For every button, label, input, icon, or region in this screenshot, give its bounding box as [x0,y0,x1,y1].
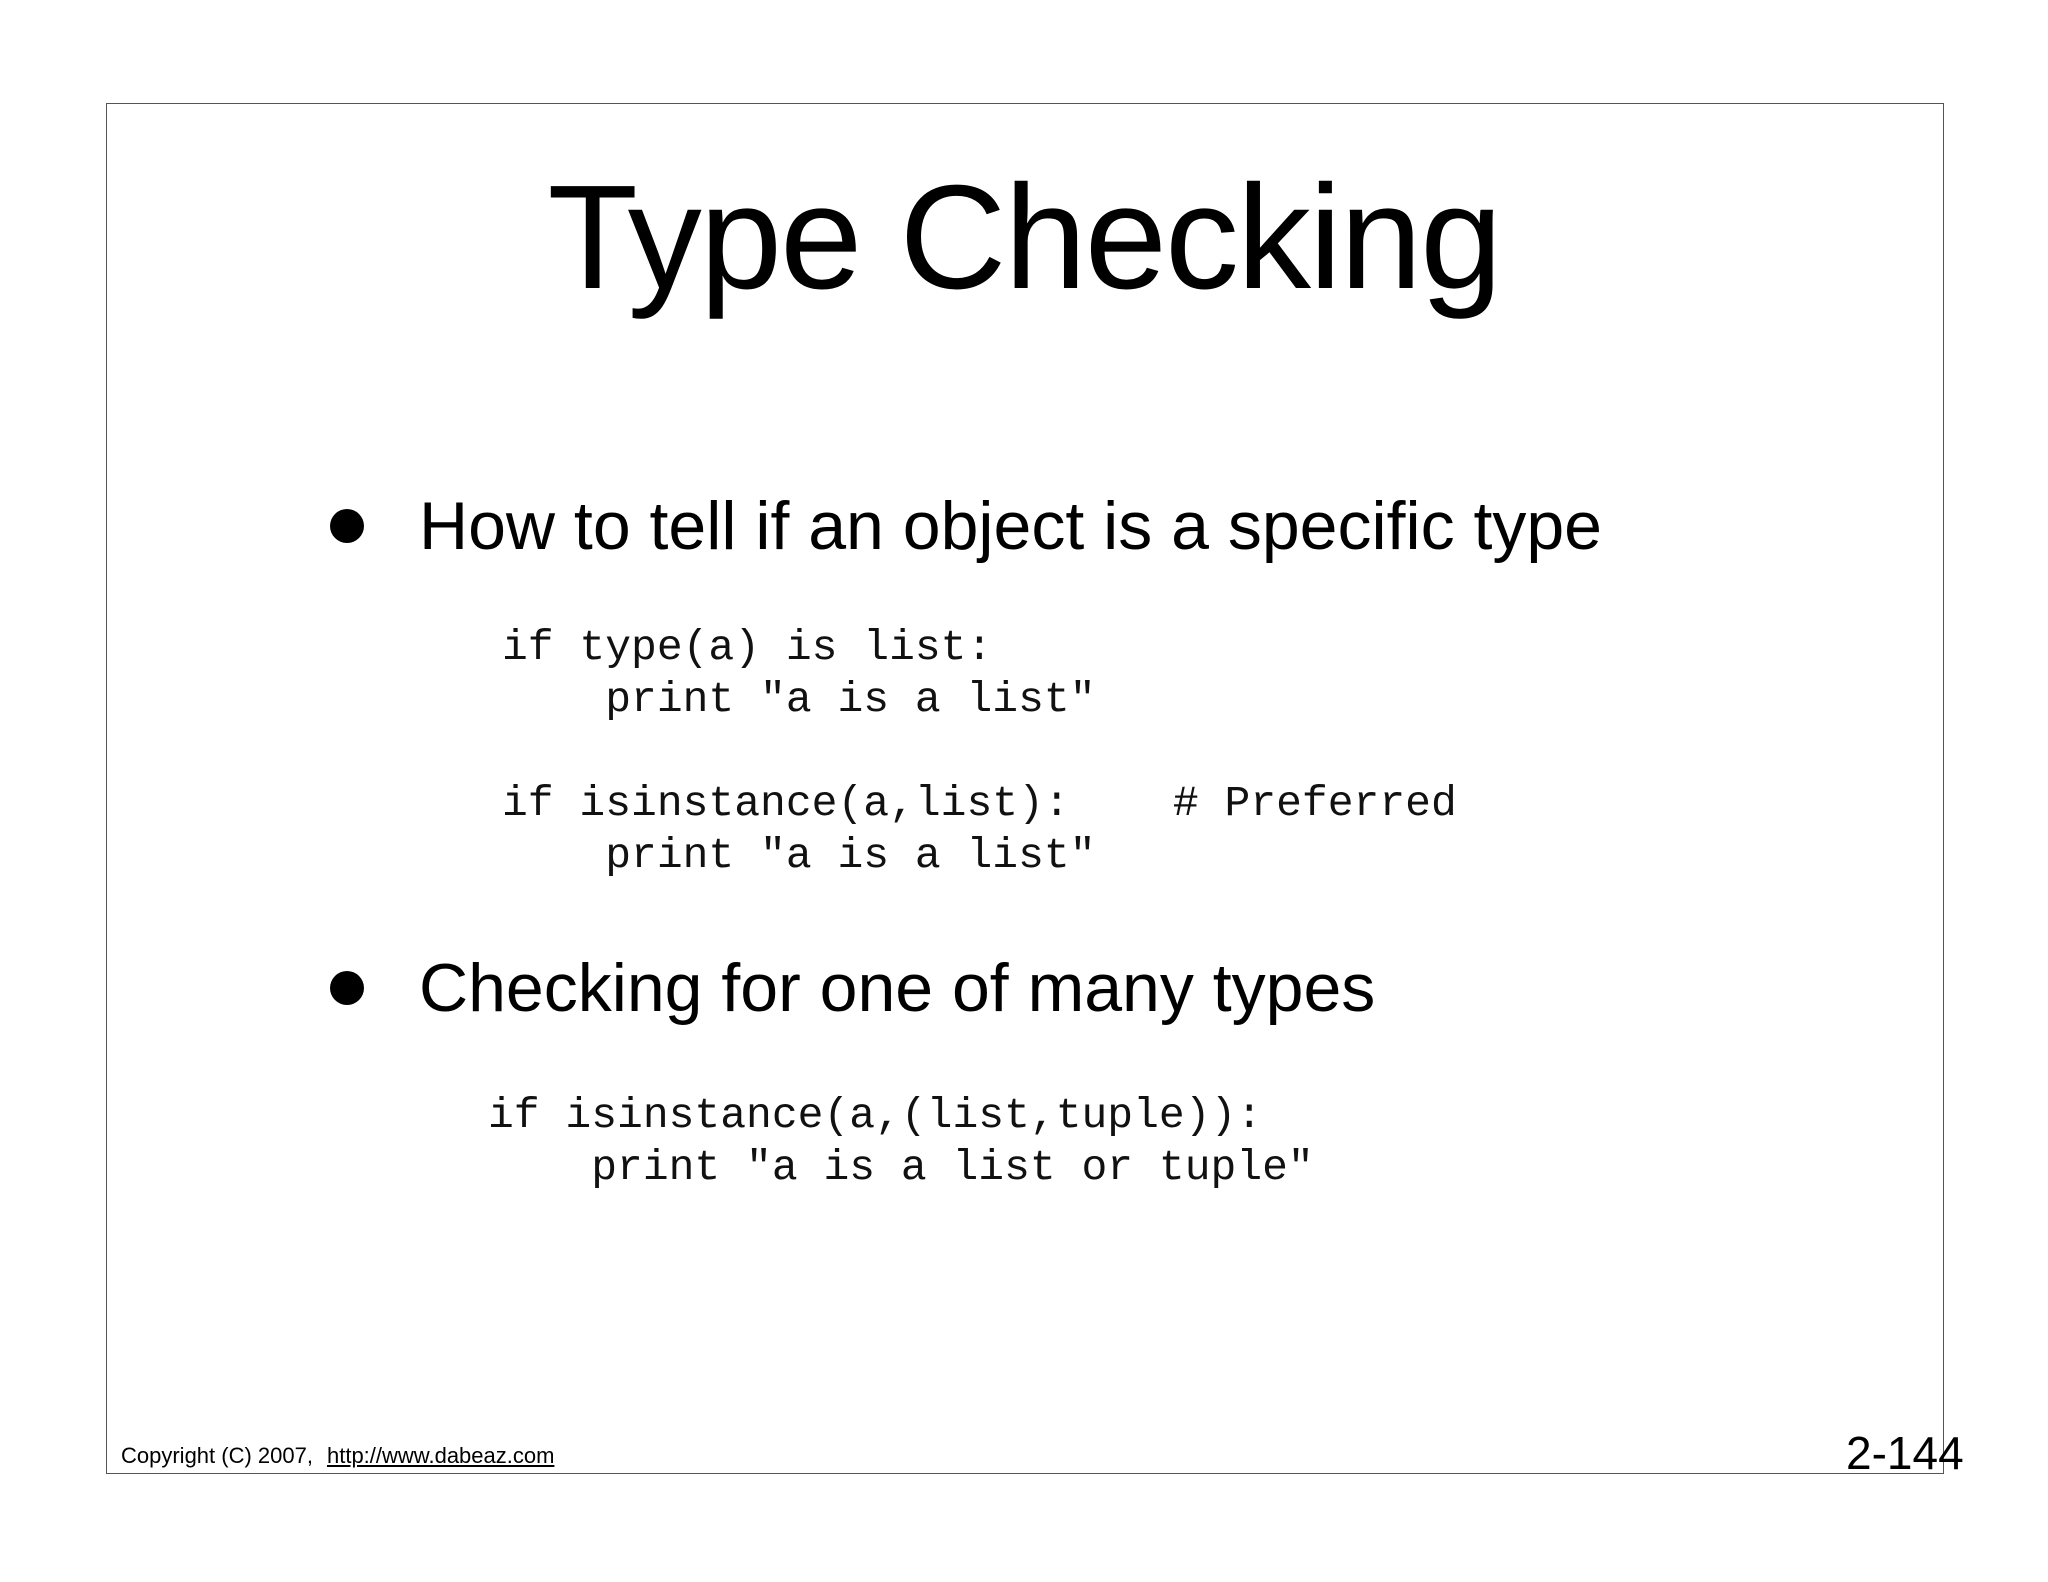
code-line: print "a is a list" [502,675,1096,724]
code-line: if isinstance(a,(list,tuple)): [488,1091,1263,1140]
code-line: print "a is a list or tuple" [488,1143,1314,1192]
code-block [502,622,1457,882]
bullet-item [330,950,1376,1026]
footer-copyright [121,1445,554,1467]
slide-number: 2-144 [1846,1427,1964,1479]
bullet-text: How to tell if an object is a specific type [419,488,1602,564]
footer-link[interactable]: http://www.dabeaz.com [326,1443,555,1468]
code-block [488,1090,1314,1194]
slide-title: Type Checking [547,155,1501,320]
bullet-dot-icon [330,509,364,543]
bullet-dot-icon [330,971,364,1005]
bullet-item [330,488,1602,564]
code-line: if type(a) is list: [502,623,993,672]
copyright-text: Copyright (C) 2007, [121,1443,313,1468]
code-line: print "a is a list" [502,831,1096,880]
code-line [502,726,1457,778]
code-line: if isinstance(a,list): # Preferred [502,779,1457,828]
bullet-text: Checking for one of many types [419,950,1376,1026]
